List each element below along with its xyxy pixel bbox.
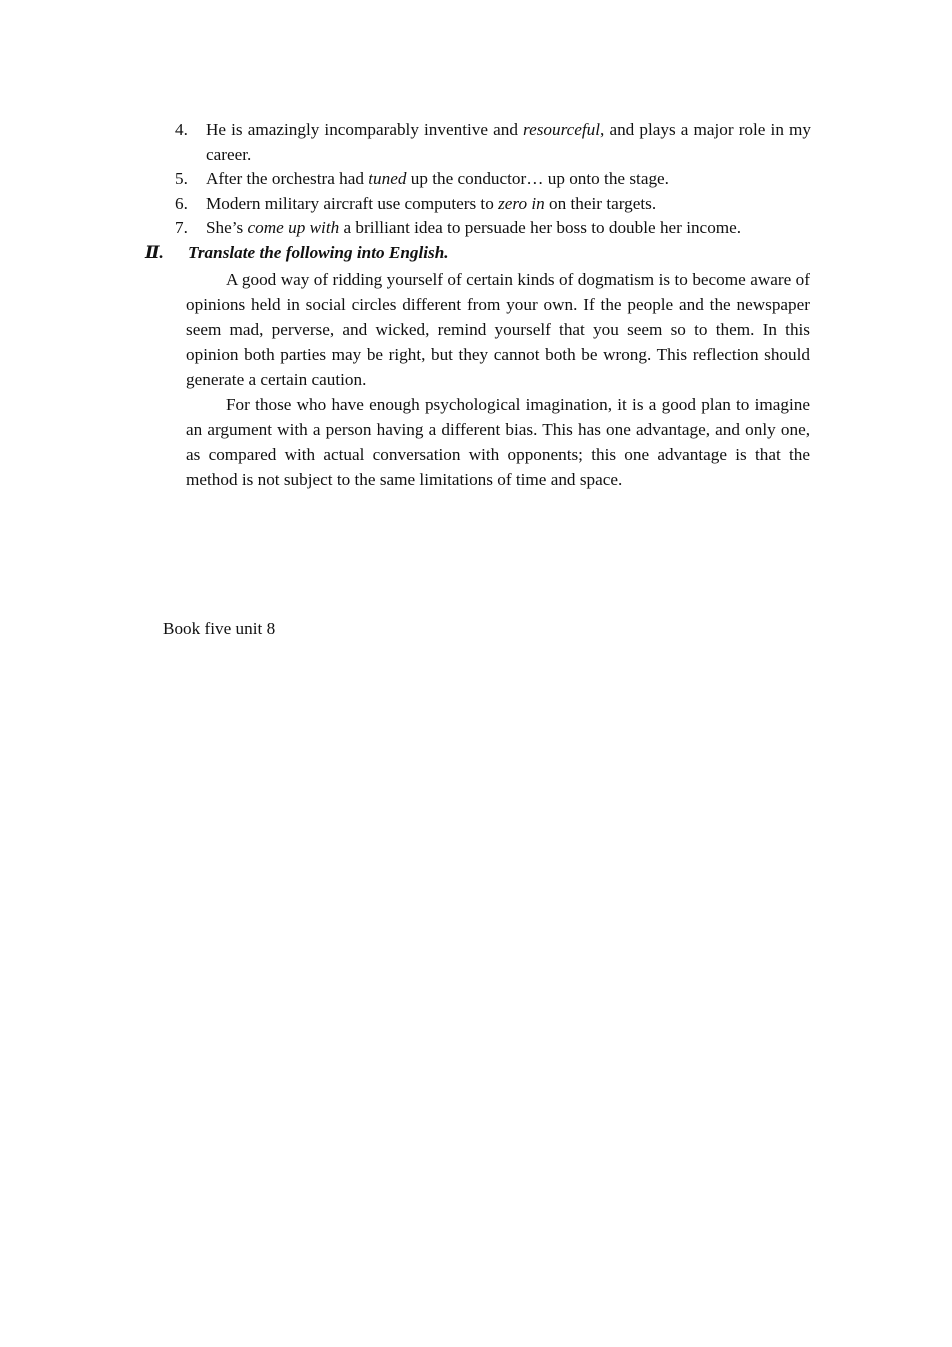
list-item bbox=[175, 118, 811, 167]
emphasized-phrase: tuned bbox=[368, 169, 407, 189]
list-item bbox=[175, 216, 811, 241]
section-numeral: Ⅱ. bbox=[145, 243, 164, 262]
item-text: She’s come up with a brilliant idea to persuade her boss to double her income. bbox=[206, 218, 742, 238]
list-item bbox=[175, 167, 811, 192]
section-heading bbox=[145, 241, 449, 265]
emphasized-phrase: zero in bbox=[498, 193, 545, 213]
translation-passage bbox=[186, 267, 810, 492]
item-number: 5. bbox=[175, 169, 188, 189]
emphasized-phrase: come up with bbox=[247, 218, 340, 238]
unit-label: Book five unit 8 bbox=[163, 619, 276, 638]
emphasized-phrase: resourceful bbox=[523, 120, 601, 139]
item-text: Modern military aircraft use computers to zero in on their targets. bbox=[206, 193, 657, 213]
item-text: After the orchestra had tuned up the conductor… up onto the stage. bbox=[206, 169, 669, 189]
item-number: 4. bbox=[175, 120, 188, 139]
item-number: 7. bbox=[175, 218, 188, 238]
passage-paragraph: For those who have enough psychological imagination, it is a good plan to imagine an argument with a person having a different bias. This has one advantage, and only one, as compared with actual conversation with opponents; this one advantage is that the method is not subject to the same limitations of time and space. bbox=[186, 395, 810, 489]
item-number: 6. bbox=[175, 193, 188, 213]
section-heading-text: Translate the following into English. bbox=[188, 243, 449, 262]
sentence-list bbox=[175, 118, 811, 241]
item-text: He is amazingly incomparably inventive and resourceful, and plays a major role in my career. bbox=[206, 120, 811, 164]
list-item bbox=[175, 192, 811, 217]
passage-paragraph: A good way of ridding yourself of certain kinds of dogmatism is to become aware of opinions held in social circles different from your own. If the people and the newspaper seem mad, perverse, and wicked, remind yourself that you seem so to them. In this opinion both parties may be right, but they cannot both be wrong. This reflection should generate a certain caution. bbox=[186, 270, 810, 389]
